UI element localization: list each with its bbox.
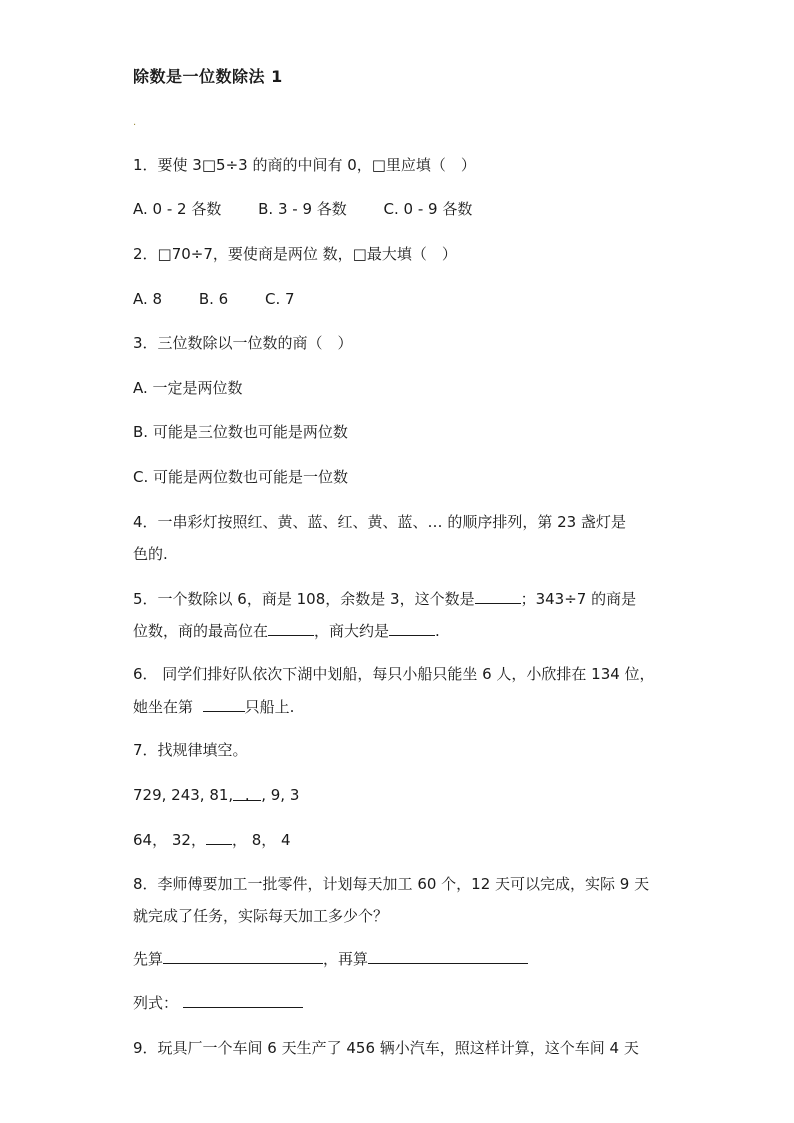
question-5-line-2 [133, 619, 440, 642]
question-2-option-b: B. 6 [198, 290, 229, 308]
question-7-seq1-start: 729, 243, 81, [133, 786, 234, 804]
question-5-blank-number[interactable] [475, 587, 521, 604]
question-4-line-1: 4．一串彩灯按照红、黄、蓝、红、黄、蓝、… 的顺序排列，第 23 盏灯是 [133, 513, 626, 531]
question-5-text-a: 5．一个数除以 6，商是 108，余数是 3，这个数是 [133, 590, 475, 608]
question-6-text-b: 只船上. [244, 698, 295, 716]
question-9-line-1: 9．玩具厂一个车间 6 天生产了 456 辆小汽车，照这样计算，这个车间 4 天 [133, 1039, 639, 1057]
question-8-steps [133, 947, 528, 970]
question-8-formula-answer[interactable] [183, 991, 303, 1008]
question-8-formula-label: 列式： [133, 994, 179, 1012]
question-4-line-2: 色的. [133, 545, 168, 563]
question-7-sequence-1 [133, 784, 299, 806]
question-5-text-d: ，商大约是 [314, 622, 390, 640]
question-5-text-c: 位数，商的最高位在 [133, 622, 269, 640]
question-7-seq1-blank[interactable]: . [233, 784, 261, 801]
question-6-line-2 [133, 695, 294, 718]
question-8-first-label: 先算 [133, 950, 164, 968]
question-6-line-1: 6． 同学们排好队依次下湖中划船，每只小船只能坐 6 人，小欣排在 134 位， [133, 665, 655, 683]
question-6-blank-boat[interactable] [203, 695, 245, 712]
page-title: 除数是一位数除法 1 [133, 67, 283, 86]
question-8-then-label: ，再算 [323, 950, 369, 968]
question-5-text-b: ；343÷7 的商是 [520, 590, 637, 608]
question-3-option-a: A. 一定是两位数 [133, 379, 243, 397]
question-7-stem: 7．找规律填空。 [133, 741, 248, 759]
question-8-line-1: 8．李师傅要加工一批零件，计划每天加工 60 个，12 天可以完成，实际 9 天 [133, 875, 650, 893]
question-1-stem: 1．要使 3□5÷3 的商的中间有 0，□里应填（ ） [133, 156, 476, 174]
question-5-line-1 [133, 587, 636, 610]
question-1-options [133, 198, 472, 220]
question-1-option-a: A. 0 - 2 各数 [133, 200, 222, 218]
question-7-seq2-blank[interactable] [206, 828, 232, 845]
question-5-blank-estimate[interactable] [389, 619, 435, 636]
question-1-option-c: C. 0 - 9 各数 [383, 200, 473, 218]
question-5-text-e: . [435, 622, 440, 640]
marker-dot: · [133, 120, 137, 131]
question-3-option-c: C. 可能是两位数也可能是一位数 [133, 468, 349, 486]
question-3-option-b: B. 可能是三位数也可能是两位数 [133, 423, 348, 441]
question-7-seq2-end: ， 8， 4 [231, 831, 291, 849]
question-2-option-c: C. 7 [265, 290, 295, 308]
question-8-formula [133, 991, 303, 1014]
question-7-sequence-2 [133, 828, 291, 851]
question-5-blank-place[interactable] [268, 619, 314, 636]
question-8-line-2: 就完成了任务，实际每天加工多少个？ [133, 907, 389, 925]
question-6-text-a: 她坐在第 [133, 698, 194, 716]
question-2-option-a: A. 8 [133, 290, 163, 308]
question-8-first-answer[interactable] [163, 947, 323, 964]
question-7-seq2-start: 64， 32， [133, 831, 206, 849]
question-2-stem: 2．□70÷7，要使商是两位 数，□最大填（ ） [133, 245, 457, 263]
question-1-option-b: B. 3 - 9 各数 [258, 200, 347, 218]
question-8-then-answer[interactable] [368, 947, 528, 964]
question-2-options [133, 288, 295, 310]
question-3-stem: 3．三位数除以一位数的商（ ） [133, 334, 353, 352]
question-7-seq1-end: , 9, 3 [261, 786, 300, 804]
